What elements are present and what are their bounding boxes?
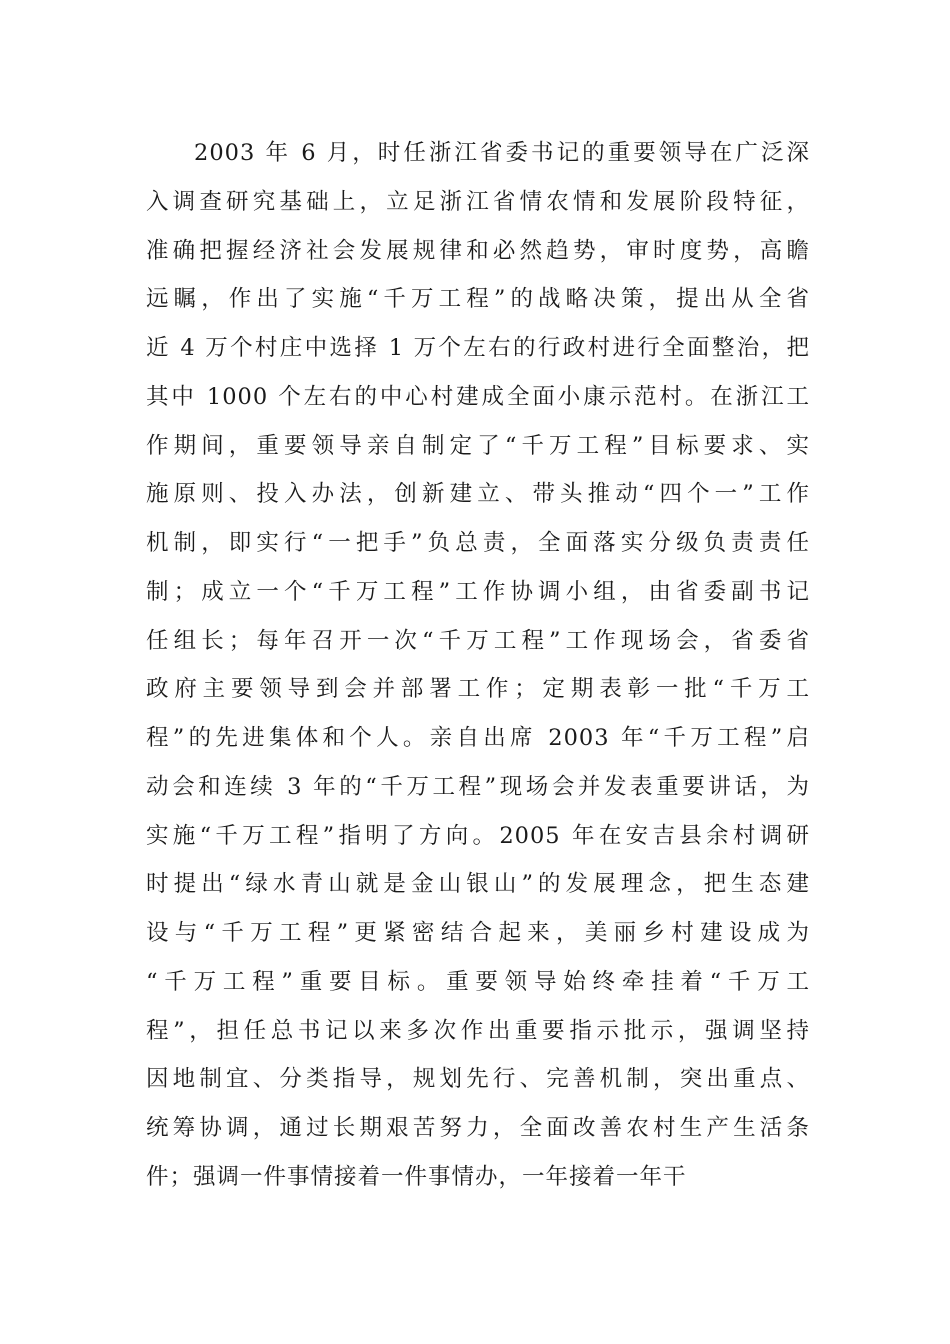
text-line: 制；成立一个“千万工程”工作协调小组，由省委副书记 — [146, 578, 810, 605]
text-line: 因地制宜、分类指导，规划先行、完善机制，突出重点、 — [146, 1066, 810, 1093]
text-line: 统筹协调，通过长期艰苦努力，全面改善农村生产生活条 — [146, 1115, 810, 1141]
text-line: 政府主要领导到会并部署工作；定期表彰一批“千万工 — [146, 676, 810, 703]
text-line: 其中 1000 个左右的中心村建成全面小康示范村。在浙江工 — [146, 383, 810, 410]
text-line: 动会和连续 3 年的“千万工程”现场会并发表重要讲话，为 — [146, 773, 810, 800]
text-line: 入调查研究基础上，立足浙江省情农情和发展阶段特征， — [146, 188, 810, 215]
text-line: 程”的先进集体和个人。亲自出席 2003 年“千万工程”启 — [146, 725, 810, 751]
text-line: 时提出“绿水青山就是金山银山”的发展理念，把生态建 — [146, 871, 810, 898]
text-line: “千万工程”重要目标。重要领导始终牵挂着“千万工 — [146, 968, 810, 995]
body-paragraph — [146, 129, 810, 1202]
text-line: 2003 年 6 月，时任浙江省委书记的重要领导在广泛深 — [194, 140, 810, 166]
text-line: 机制，即实行“一把手”负总责，全面落实分级负责责任 — [146, 530, 810, 556]
text-line: 设与“千万工程”更紧密结合起来，美丽乡村建设成为 — [146, 920, 810, 946]
text-line: 远瞩，作出了实施“千万工程”的战略决策，提出从全省 — [146, 286, 810, 313]
text-line: 件；强调一件事情接着一件事情办，一年接着一年干 — [146, 1163, 687, 1190]
text-line: 任组长；每年召开一次“千万工程”工作现场会，省委省 — [146, 627, 810, 654]
text-line: 施原则、投入办法，创新建立、带头推动“四个一”工作 — [146, 481, 810, 508]
text-line: 作期间，重要领导亲自制定了“千万工程”目标要求、实 — [146, 432, 810, 459]
text-line: 准确把握经济社会发展规律和必然趋势，审时度势，高瞻 — [146, 237, 810, 264]
text-line: 近 4 万个村庄中选择 1 万个左右的行政村进行全面整治，把 — [146, 335, 810, 361]
text-line: 实施“千万工程”指明了方向。2005 年在安吉县余村调研 — [146, 822, 810, 849]
text-line: 程”，担任总书记以来多次作出重要指示批示，强调坚持 — [146, 1017, 810, 1044]
